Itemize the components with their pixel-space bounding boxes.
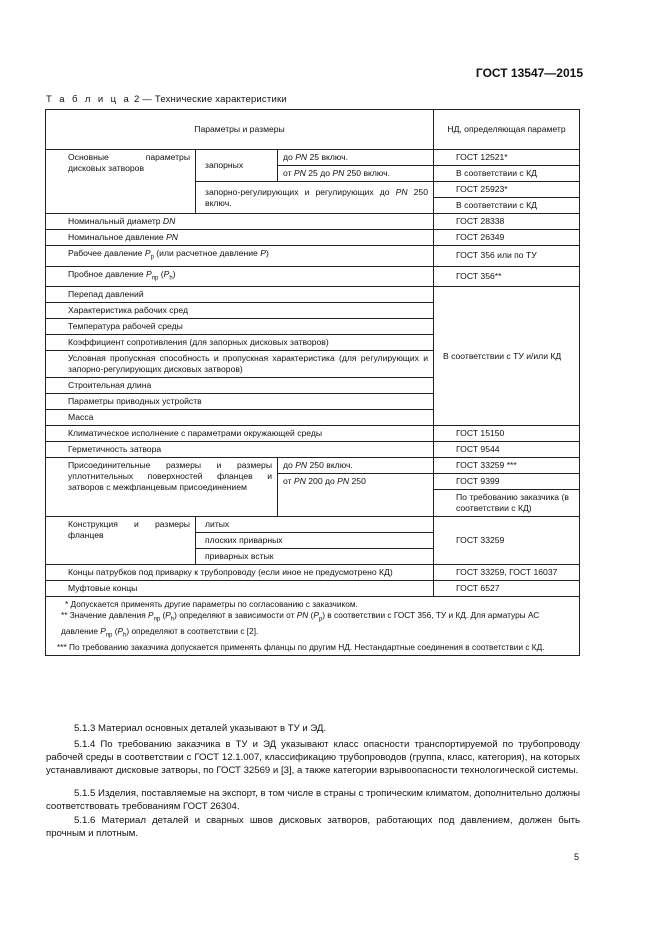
paragraph-5-1-4: 5.1.4 По требованию заказчика в ТУ и ЭД указывают класс опасности транспортируемой по трубопроводу рабочей среды в соответствии с ГОСТ 12.1.007, классификацию трубопроводов (группа, класс, категория), на которых устанавливают дисковые затворы, по ГОСТ 32569 и [3], а также категории взрывоопасности технологической системы. [46, 739, 580, 776]
paragraph-5-1-3: 5.1.3 Материал основных деталей указывают в ТУ и ЭД. [74, 723, 327, 734]
param-pressure-drop: Перепад давлений [46, 287, 434, 303]
page-number: 5 [573, 852, 579, 862]
param-tightness: Герметичность затвора [46, 442, 434, 458]
valves-pn25-250: от PN 25 до PN 250 включ. [278, 166, 434, 182]
nd-gost9399: ГОСТ 9399 [434, 474, 580, 490]
valves-shutoff: запорных [196, 150, 278, 182]
param-weld-ends: Концы патрубков под приварку к трубопроводу (если иное не предусмотрено КД) [46, 565, 434, 581]
param-face-to-face-length: Строительная длина [46, 378, 434, 394]
nd-gost33259-star: ГОСТ 33259 *** [434, 458, 580, 474]
param-mass: Масса [46, 410, 434, 426]
paragraph-5-1-6: 5.1.6 Материал деталей и сварных швов дисковых затворов, работающих под давлением, должен быть прочным и плотным. [46, 815, 580, 839]
table-caption [46, 94, 287, 105]
table-caption-word: Т а б л и ц а [46, 94, 132, 105]
nd-gost12521: ГОСТ 12521* [434, 150, 580, 166]
nd-gost33259-16037: ГОСТ 33259, ГОСТ 16037 [434, 565, 580, 581]
nd-gost356: ГОСТ 356** [434, 266, 580, 287]
nd-gost9544: ГОСТ 9544 [434, 442, 580, 458]
note-2: ** Значение давления $P_{пр}$ $(P_h)$ определяют в зависимости от PN $(P_р)$ в соответствии с ГОСТ 356, ТУ и КД. Для арматуры АС давление $P_{пр}$ $(P_h)$ определяют в соответствии с [2]. [61, 610, 540, 639]
valves-pn25: до PN 25 включ. [278, 150, 434, 166]
flange-design-label: Конструкция и размеры фланцев [46, 517, 196, 565]
param-threaded-ends: Муфтовые концы [46, 581, 434, 597]
paragraph-5-1-5: 5.1.5 Изделия, поставляемые на экспорт, в том числе в страны с тропическим климатом, дополнительно должны соответствовать требованиям ГОСТ 26304. [46, 788, 580, 812]
flange-butt-welded: приварных встык [196, 549, 434, 565]
nd-kd-1: В соответствии с КД [434, 166, 580, 182]
param-flow-capacity: Условная пропускная способность и пропускная характеристика (для регулирующих и запорно-регулирующих дисковых затворов) [46, 351, 434, 378]
table-caption-text: 2 — Технические характеристики [133, 94, 287, 105]
valves-control: запорно-регулирующих и регулирующих до PN 250 включ. [196, 182, 434, 214]
nd-gost25923: ГОСТ 25923* [434, 182, 580, 198]
nd-tu-kd: В соответствии с ТУ и/или КД [434, 287, 580, 426]
nd-kd-2: В соответствии с КД [434, 198, 580, 214]
param-resistance-coefficient: Коэффициент сопротивления (для запорных дисковых затворов) [46, 335, 434, 351]
param-nominal-pressure: Номинальное давление PN [46, 230, 434, 246]
param-test-pressure: Пробное давление $P_{пр}$ $(P_h)$ [46, 266, 434, 287]
column-header-nd: НД, определяющая параметр [434, 110, 580, 150]
note-1: * Допускается применять другие параметры по согласованию с заказчиком. [65, 599, 358, 610]
nd-gost6527: ГОСТ 6527 [434, 581, 580, 597]
note-3: *** По требованию заказчика допускается применять фланцы по другим НД. Нестандартные соединения в соответствии с КД. [57, 641, 545, 652]
nd-gost15150: ГОСТ 15150 [434, 426, 580, 442]
nd-gost356-tu: ГОСТ 356 или по ТУ [434, 246, 580, 267]
flange-cast: литых [196, 517, 434, 533]
specifications-table [45, 109, 580, 656]
flange-pn250: до PN 250 включ. [278, 458, 434, 474]
flange-pn200-250: от PN 200 до PN 250 [278, 474, 434, 517]
table-notes [46, 597, 580, 655]
nd-customer-kd: По требованию заказчика (в соответствии с КД) [434, 490, 580, 517]
valves-params-label: Основные параметры дисковых затворов [46, 150, 196, 214]
flange-connection-label: Присоединительные размеры и размеры уплотнительных поверхностей фланцев и затворов с межфланцевым присоединением [46, 458, 278, 517]
param-climatic: Климатическое исполнение с параметрами окружающей среды [46, 426, 434, 442]
param-media-temperature: Температура рабочей среды [46, 319, 434, 335]
nd-gost33259: ГОСТ 33259 [434, 517, 580, 565]
column-header-params: Параметры и размеры [46, 110, 434, 150]
param-actuator: Параметры приводных устройств [46, 394, 434, 410]
nd-gost28338: ГОСТ 28338 [434, 214, 580, 230]
flange-flat-welded: плоских приварных [196, 533, 434, 549]
nd-gost26349: ГОСТ 26349 [434, 230, 580, 246]
param-nominal-diameter: Номинальный диаметр DN [46, 214, 434, 230]
param-working-pressure: Рабочее давление $P_р$ (или расчетное давление P) [46, 246, 434, 267]
document-standard-number: ГОСТ 13547—2015 [475, 66, 583, 80]
param-media-characteristics: Характеристика рабочих сред [46, 303, 434, 319]
